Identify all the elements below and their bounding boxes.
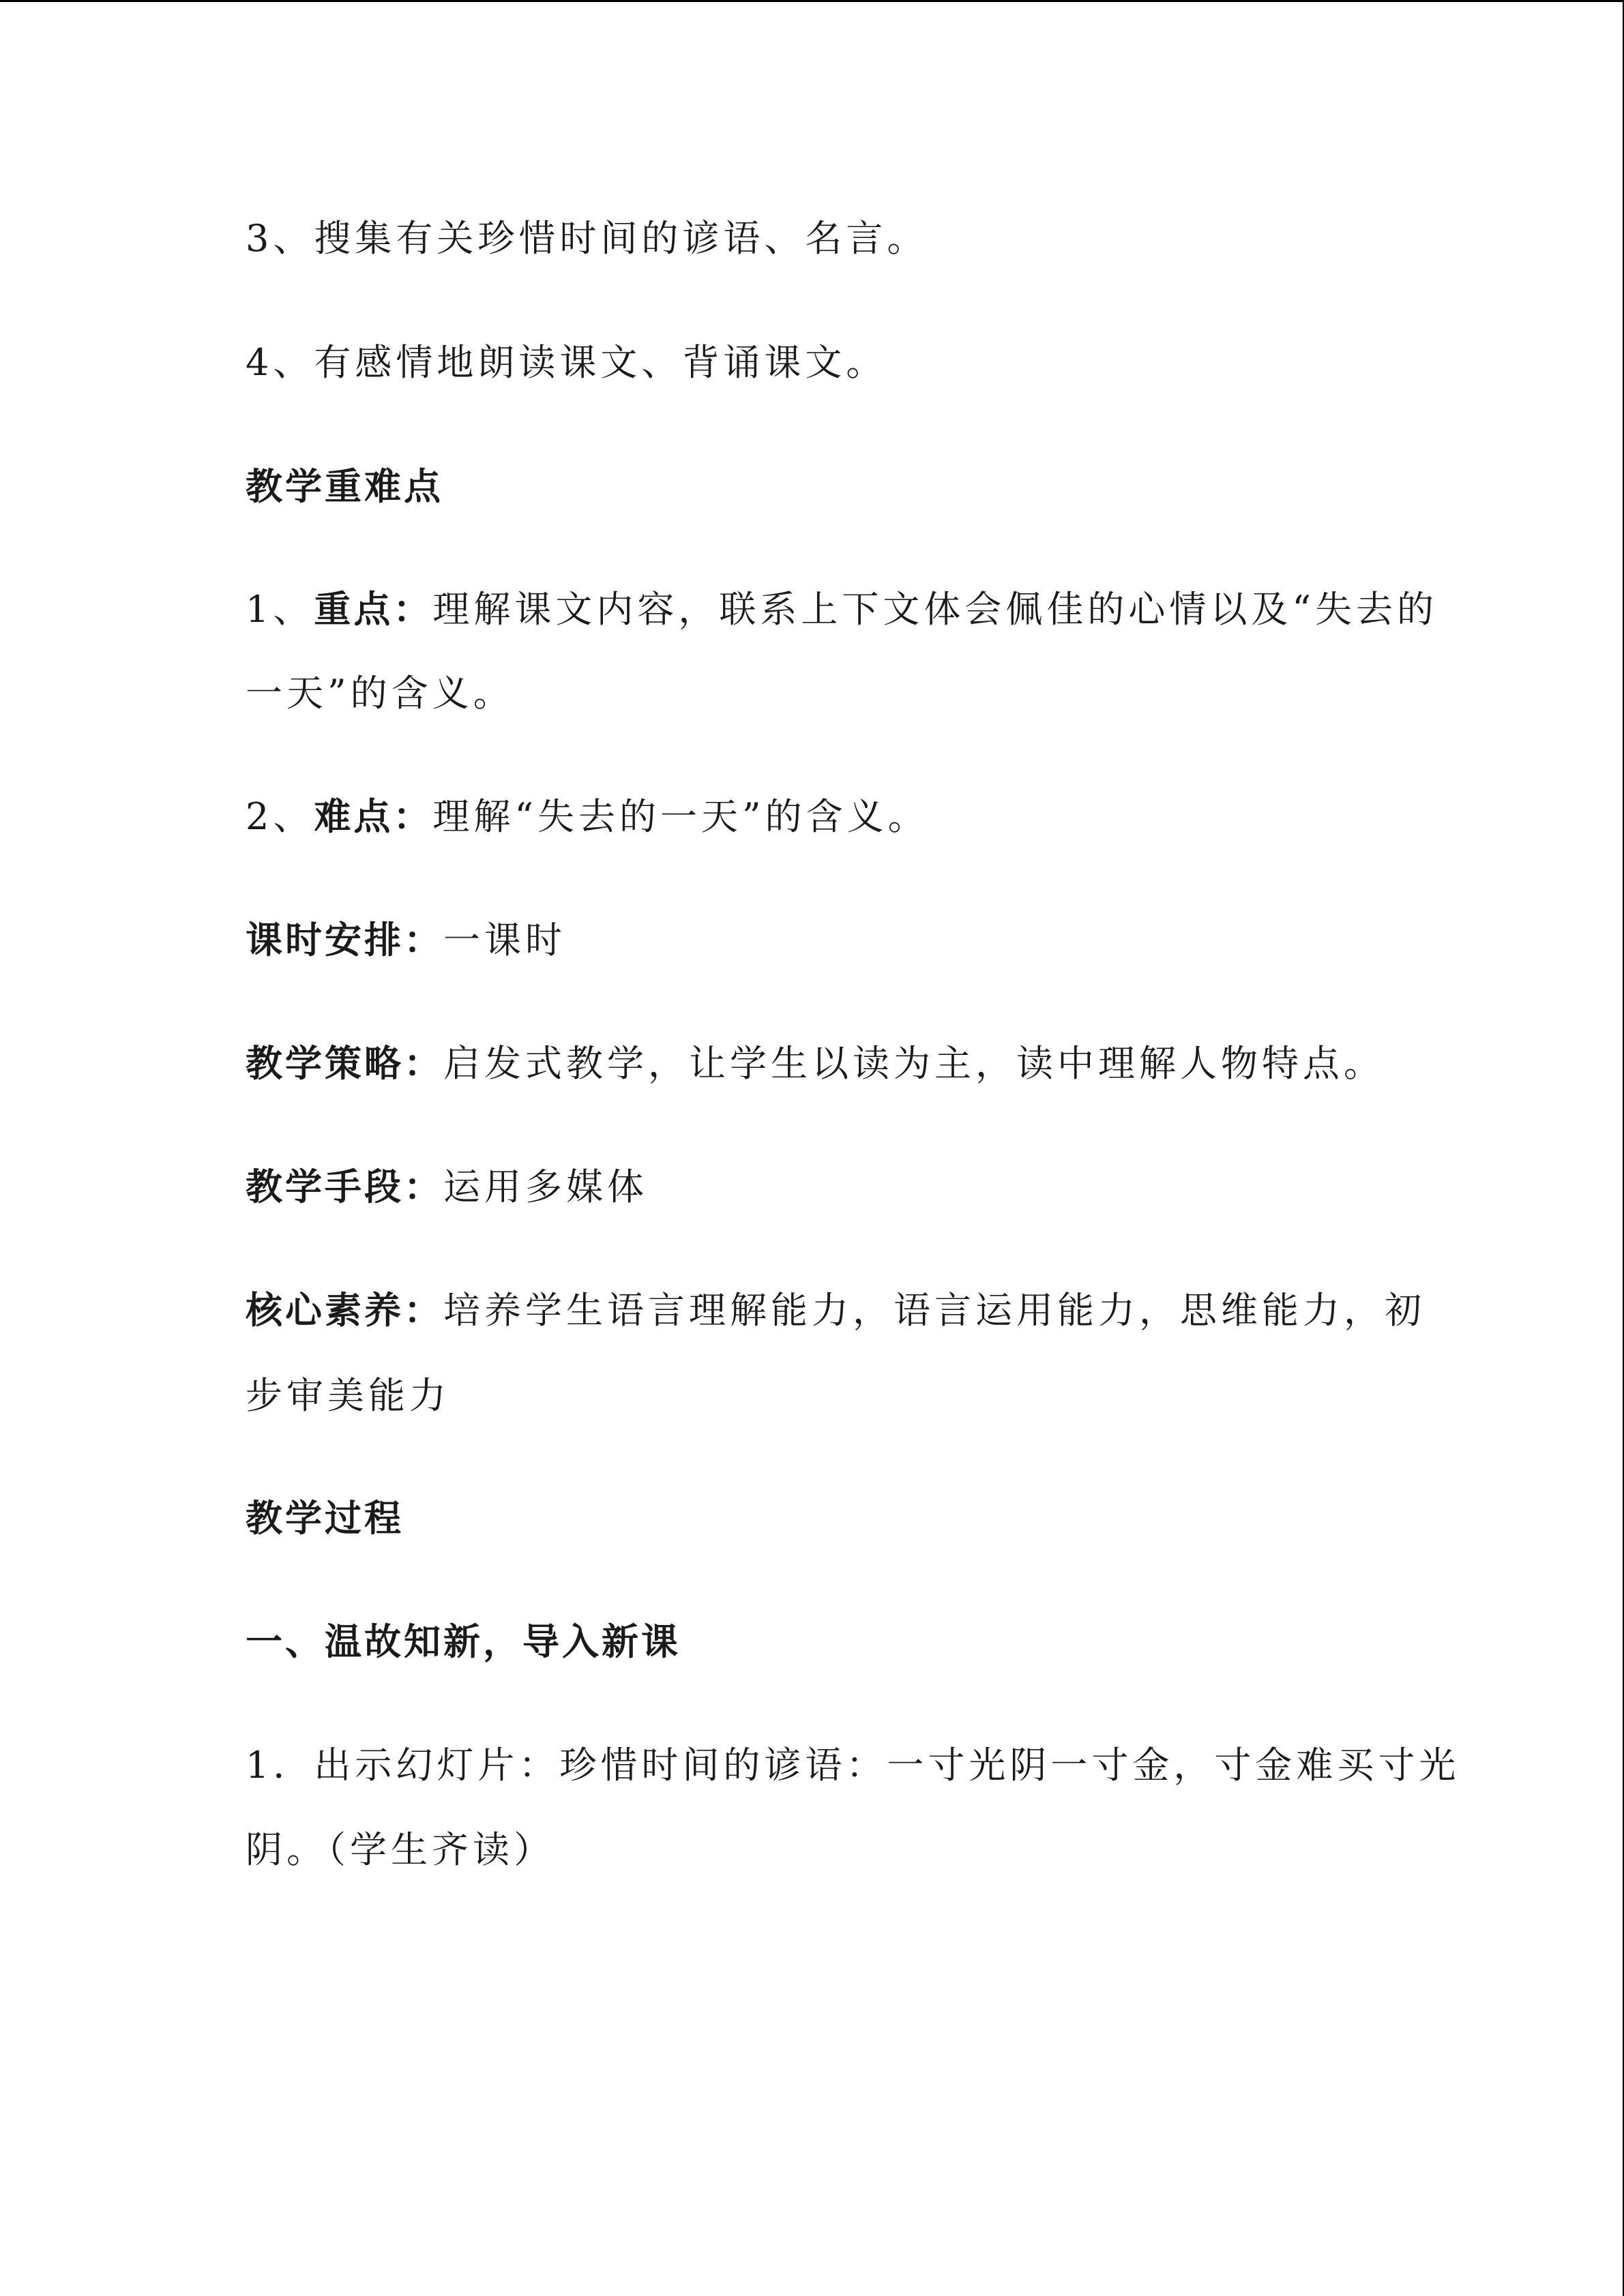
objective-4-text: 4、有感情地朗读课文、背诵课文。 (246, 341, 887, 384)
objective-3-text: 3、搜集有关珍惜时间的谚语、名言。 (246, 217, 928, 260)
class-schedule (246, 919, 566, 962)
step-1-text: 1．出示幻灯片：珍惜时间的谚语：一寸光阴一寸金，寸金难买寸光 (246, 1744, 1460, 1787)
key-point-1-label: 重点： (314, 588, 433, 631)
key-point-2-prefix: 2、 (246, 795, 314, 838)
key-point-2-label: 难点： (314, 795, 433, 838)
core-literacy-continued-text: 步审美能力 (246, 1374, 450, 1417)
key-point-1 (246, 588, 1438, 631)
heading-section-1-text: 一、温故知新，导入新课 (246, 1620, 681, 1663)
core-literacy-label: 核心素养： (246, 1289, 443, 1332)
core-literacy (246, 1289, 1426, 1332)
step-1-continued-text: 阴。（学生齐读） (246, 1828, 555, 1871)
heading-key-points (246, 465, 443, 509)
objective-3 (246, 217, 928, 260)
teaching-means-label: 教学手段： (246, 1165, 443, 1208)
teaching-strategy-text: 启发式教学，让学生以读为主，读中理解人物特点。 (443, 1042, 1385, 1085)
page-top-border (0, 0, 1624, 2)
step-1 (246, 1744, 1460, 1787)
key-point-2 (246, 795, 929, 839)
teaching-means-text: 运用多媒体 (443, 1165, 648, 1208)
class-schedule-label: 课时安排： (246, 919, 443, 961)
core-literacy-text: 培养学生语言理解能力，语言运用能力，思维能力，初 (443, 1289, 1426, 1332)
step-1-continued (246, 1828, 555, 1872)
key-point-1-prefix: 1、 (246, 588, 314, 631)
teaching-strategy (246, 1042, 1385, 1086)
heading-teaching-process (246, 1497, 404, 1540)
heading-section-1 (246, 1620, 681, 1664)
teaching-means (246, 1165, 648, 1209)
objective-4 (246, 341, 887, 385)
key-point-1-continued (246, 672, 514, 715)
key-point-1-continued-text: 一天”的含义。 (246, 672, 514, 715)
key-point-1-text: 理解课文内容，联系上下文体会佩佳的心情以及“失去的 (432, 588, 1438, 631)
heading-key-points-text: 教学重难点 (246, 465, 443, 508)
class-schedule-text: 一课时 (443, 919, 566, 961)
teaching-strategy-label: 教学策略： (246, 1042, 443, 1085)
key-point-2-text: 理解“失去的一天”的含义。 (432, 795, 929, 838)
heading-teaching-process-text: 教学过程 (246, 1497, 404, 1540)
core-literacy-continued (246, 1374, 450, 1418)
